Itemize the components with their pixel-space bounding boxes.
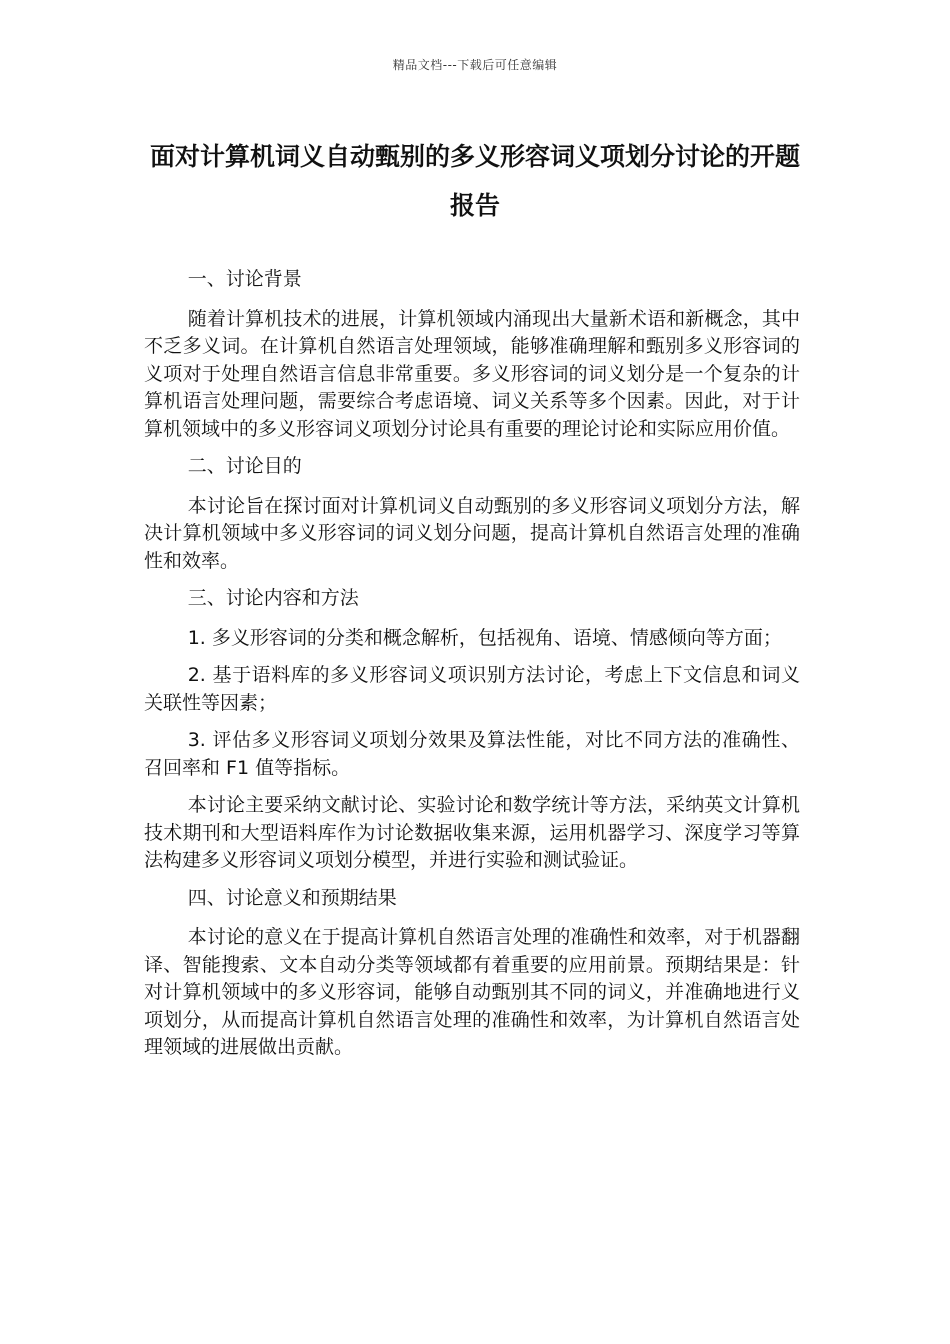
- section-heading-significance: 四、讨论意义和预期结果: [187, 886, 397, 909]
- paragraph-purpose: 本讨论旨在探讨面对计算机词义自动甄别的多义形容词义项划分方法，解决计算机领域中多义形容词的词义划分问题，提高计算机自然语言处理的准确性和效率。: [144, 494, 800, 572]
- paragraph-methods: 本讨论主要采纳文献讨论、实验讨论和数学统计等方法，采纳英文计算机技术期刊和大型语料库作为讨论数据收集来源，运用机器学习、深度学习等算法构建多义形容词义项划分模型，并进行实验和测试验证。: [144, 794, 800, 871]
- paragraph-significance: 本讨论的意义在于提高计算机自然语言处理的准确性和效率，对于机器翻译、智能搜索、文本自动分类等领域都有着重要的应用前景。预期结果是：针对计算机领域中的多义形容词，能够自动甄别其不同的词义，并准确地进行义项划分，从而提高计算机自然语言处理的准确性和效率，为计算机自然语言处理领域的进展做出贡献。: [144, 926, 800, 1058]
- list-item-evaluation: 3. 评估多义形容词义项划分效果及算法性能，对比不同方法的准确性、召回率和 F1 值等指标。: [144, 729, 800, 779]
- list-item-classification: 1. 多义形容词的分类和概念解析，包括视角、语境、情感倾向等方面；: [187, 626, 782, 649]
- list-item-corpus-method: 2. 基于语料库的多义形容词义项识别方法讨论，考虑上下文信息和词义关联性等因素；: [144, 664, 800, 714]
- document-title: 面对计算机词义自动甄别的多义形容词义项划分讨论的开题报告: [149, 142, 800, 220]
- paragraph-background: 随着计算机技术的进展，计算机领域内涌现出大量新术语和新概念，其中不乏多义词。在计算机自然语言处理领域，能够准确理解和甄别多义形容词的义项对于处理自然语言信息非常重要。多义形容词的词义划分是一个复杂的计算机语言处理问题，需要综合考虑语境、词义关系等多个因素。因此，对于计算机领域中的多义形容词义项划分讨论具有重要的理论讨论和实际应用价值。: [144, 307, 800, 440]
- section-heading-purpose: 二、讨论目的: [187, 455, 302, 477]
- document-body: [144, 266, 800, 1072]
- section-heading-content-methods: 三、讨论内容和方法: [187, 587, 359, 609]
- section-heading-background: 一、讨论背景: [187, 268, 302, 290]
- page-header-watermark: 精品文档---下载后可任意编辑: [392, 58, 558, 72]
